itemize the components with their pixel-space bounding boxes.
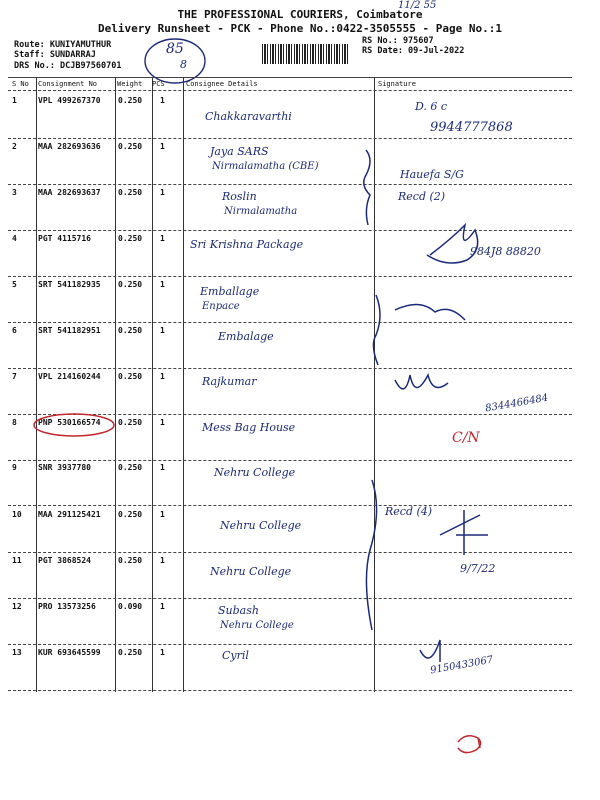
row-sno: 10 <box>12 510 22 519</box>
row-consignment-no: PNP 530166574 <box>38 418 101 427</box>
row-consignment-no: MAA 282693636 <box>38 142 101 151</box>
row-consignment-no: SRT 541182935 <box>38 280 101 289</box>
signature-scribble <box>395 375 448 389</box>
row-weight: 0.250 <box>118 234 143 243</box>
row-consignment-no: MAA 282693637 <box>38 188 101 197</box>
row-consignee-details: Embalage <box>218 330 274 343</box>
row-signature: Recd (2) <box>398 190 446 203</box>
col-header-pcs: PCS <box>152 80 165 88</box>
row-consignee-details: Jaya SARS <box>210 145 269 158</box>
row-weight: 0.250 <box>118 188 143 197</box>
row-consignment-no: SRT 541182951 <box>38 326 101 335</box>
row-consignee-details: Nehru College <box>210 565 292 578</box>
row-weight: 0.250 <box>118 142 143 151</box>
handwritten-sub: 8 <box>180 58 187 71</box>
row-sno: 6 <box>12 326 17 335</box>
row-pcs: 1 <box>160 96 165 105</box>
row-sno: 8 <box>12 418 17 427</box>
row-consignment-no: KUR 693645599 <box>38 648 101 657</box>
row-consignment-no: PGT 3868524 <box>38 556 91 565</box>
rs-number: RS No.: 975607 <box>362 36 434 46</box>
bracket-rows-5-6 <box>373 295 380 365</box>
row-consignee-details: Emballage <box>200 285 260 298</box>
row-weight: 0.090 <box>118 602 143 611</box>
row-sno: 3 <box>12 188 17 197</box>
row-consignee-details: Mess Bag House <box>202 421 296 434</box>
row-consignee-details: Nehru College <box>214 466 296 479</box>
route-label: Route: KUNIYAMUTHUR <box>14 40 112 50</box>
row-pcs: 1 <box>160 648 165 657</box>
bracket-rows-2-3 <box>364 150 370 225</box>
row-weight: 0.250 <box>118 510 143 519</box>
row-consignment-no: SNR 3937780 <box>38 463 91 472</box>
signature-scribble <box>427 225 478 263</box>
row-weight: 0.250 <box>118 326 143 335</box>
row-sno: 7 <box>12 372 17 381</box>
handwritten-count: 85 <box>166 41 184 57</box>
staff-label: Staff: SUNDARRAJ <box>14 50 96 60</box>
highlight-circle <box>34 414 114 436</box>
rs-date: RS Date: 09-Jul-2022 <box>362 46 465 56</box>
row-consignee-details: Roslin <box>222 190 257 203</box>
col-header-details: Consignee Details <box>186 80 258 88</box>
row-signature: C/N <box>452 430 480 446</box>
row-signature: Hauefa S/G <box>400 168 464 181</box>
row-signature: Recd (4) <box>385 505 433 518</box>
col-header-sno: S No <box>12 80 29 88</box>
page-mark-red <box>458 736 481 753</box>
row-consignee-details: Rajkumar <box>202 375 257 388</box>
col-header-weight: Weight <box>117 80 143 88</box>
col-header-signature: Signature <box>378 80 416 88</box>
handwritten-top-mark: 11/2 55 <box>398 0 437 11</box>
row-sno: 9 <box>12 463 17 472</box>
page-title: THE PROFESSIONAL COURIERS, Coimbatore <box>177 8 423 21</box>
row-sno: 13 <box>12 648 22 657</box>
row-signature: D. 6 c <box>415 100 448 113</box>
row-sno: 5 <box>12 280 17 289</box>
row-sno: 11 <box>12 556 22 565</box>
row-consignee-details: Sri Krishna Package <box>190 238 304 251</box>
row-consignment-no: PGT 4115716 <box>38 234 91 243</box>
row-sno: 12 <box>12 602 22 611</box>
row-pcs: 1 <box>160 372 165 381</box>
page-subtitle: Delivery Runsheet - PCK - Phone No.:0422-3505555 - Page No.:1 <box>98 22 502 35</box>
row-signature: 984J8 88820 <box>470 245 541 258</box>
row-weight: 0.250 <box>118 556 143 565</box>
signature-scribble <box>440 510 488 555</box>
row-weight: 0.250 <box>118 463 143 472</box>
row-consignment-no: MAA 291125421 <box>38 510 101 519</box>
row-pcs: 1 <box>160 326 165 335</box>
row-consignment-no: PRO 13573256 <box>38 602 96 611</box>
row-consignee-details: Nehru College <box>220 519 302 532</box>
row-sno: 2 <box>12 142 17 151</box>
row-consignee-details-line2: Enpace <box>202 301 240 312</box>
row-consignee-details-line2: Nehru College <box>220 620 294 631</box>
row-weight: 0.250 <box>118 372 143 381</box>
signature-scribble <box>395 304 465 320</box>
row-weight: 0.250 <box>118 280 143 289</box>
row-pcs: 1 <box>160 280 165 289</box>
row-weight: 0.250 <box>118 648 143 657</box>
row-consignment-no: VPL 499267370 <box>38 96 101 105</box>
row-sno: 1 <box>12 96 17 105</box>
row-consignee-details: Subash <box>218 604 259 617</box>
row-consignee-details-line2: Nirmalamatha (CBE) <box>212 161 319 172</box>
row-pcs: 1 <box>160 510 165 519</box>
signature-scribble <box>420 640 440 662</box>
row-weight: 0.250 <box>118 96 143 105</box>
row-weight: 0.250 <box>118 418 143 427</box>
row-signature: 9150433067 <box>429 654 495 677</box>
row-pcs: 1 <box>160 234 165 243</box>
row-signature: 8344466484 <box>484 392 550 415</box>
row-pcs: 1 <box>160 602 165 611</box>
col-header-consignment: Consignment No <box>38 80 98 88</box>
row-pcs: 1 <box>160 556 165 565</box>
drs-label: DRS No.: DCJB97560701 <box>14 61 122 71</box>
row-sno: 4 <box>12 234 17 243</box>
row-consignee-details-line2: Nirmalamatha <box>224 206 298 217</box>
row-pcs: 1 <box>160 188 165 197</box>
row-consignment-no: VPL 214160244 <box>38 372 101 381</box>
row-pcs: 1 <box>160 142 165 151</box>
row-pcs: 1 <box>160 418 165 427</box>
row-consignee-details: Chakkaravarthi <box>205 110 292 123</box>
row-signature: 9/7/22 <box>460 562 496 575</box>
row-consignee-details: Cyril <box>222 649 249 662</box>
row-pcs: 1 <box>160 463 165 472</box>
bracket-rows-10-12 <box>366 480 376 630</box>
row-signature-phone: 9944777868 <box>430 120 513 135</box>
